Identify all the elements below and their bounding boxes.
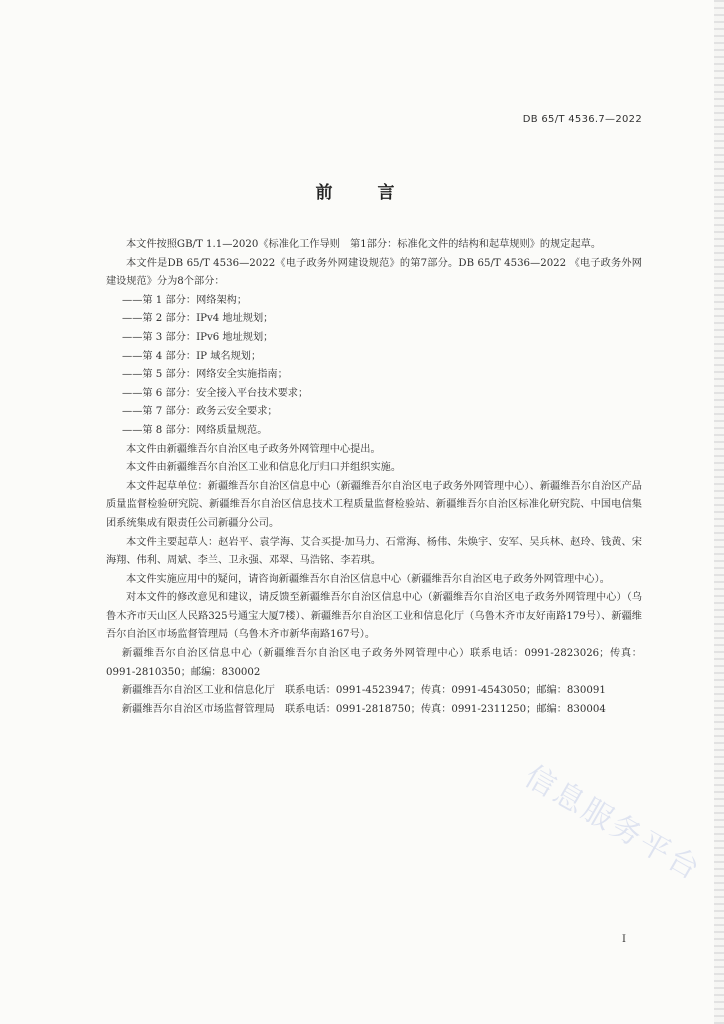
- standard-code: DB 65/T 4536.7—2022: [522, 114, 642, 125]
- paragraph: 本文件实施应用中的疑问，请咨询新疆维吾尔自治区信息中心（新疆维吾尔自治区电子政务外网管理中心）。: [126, 573, 610, 585]
- paragraph: 本文件由新疆维吾尔自治区工业和信息化厅归口并组织实施。: [126, 462, 402, 474]
- page-title: 前 言: [315, 183, 409, 203]
- list-item: ——第 2 部分：IPv4 地址规划；: [122, 313, 274, 325]
- list-item: ——第 6 部分：安全接入平台技术要求；: [122, 387, 309, 399]
- paragraph: 对本文件的修改意见和建议，请反馈至新疆维吾尔自治区信息中心（新疆维吾尔自治区电子政务外网管理中心）（乌鲁木齐市天山区人民路325号通宝大厦7楼）、新疆维吾尔自治区工业和信息化厅（乌鲁木齐市友好南路179号）、新疆维吾尔自治区市场监督管理局（乌鲁木齐市新华南路167号）。: [106, 592, 642, 641]
- list-item: ——第 8 部分：网络质量规范。: [122, 424, 268, 436]
- document-body: [106, 236, 642, 719]
- list-item: ——第 5 部分：网络安全实施指南；: [122, 369, 288, 381]
- page-number: I: [622, 934, 626, 945]
- scan-edge: [714, 0, 724, 1024]
- list-item: ——第 1 部分：网络架构；: [122, 294, 248, 306]
- contact-line: 新疆维吾尔自治区市场监督管理局 联系电话：0991-2818750；传真：0991-2311250；邮编：830004: [122, 703, 606, 715]
- paragraph: 本文件主要起草人：赵岩平、袁学海、艾合买提·加马力、石常海、杨伟、朱焕宇、安军、吴兵林、赵玲、钱黄、宋海翔、伟利、周斌、李兰、卫永强、邓翠、马浩铭、李若琪。: [106, 536, 642, 567]
- paragraph: 本文件按照GB/T 1.1—2020《标准化工作导则 第1部分：标准化文件的结构和起草规则》的规定起草。: [126, 239, 602, 250]
- contact-line: 新疆维吾尔自治区工业和信息化厅 联系电话：0991-4523947；传真：0991-4543050；邮编：830091: [122, 685, 606, 697]
- paragraph: 本文件是DB 65/T 4536—2022《电子政务外网建设规范》的第7部分。DB 65/T 4536—2022 《电子政务外网建设规范》分为8个部分：: [106, 257, 642, 288]
- list-item: ——第 4 部分：IP 域名规划；: [122, 350, 262, 362]
- paragraph: 本文件由新疆维吾尔自治区电子政务外网管理中心提出。: [126, 443, 381, 455]
- paragraph: 本文件起草单位：新疆维吾尔自治区信息中心（新疆维吾尔自治区电子政务外网管理中心）、新疆维吾尔自治区产品质量监督检验研究院、新疆维吾尔自治区信息技术工程质量监督检验站、新疆维吾尔自治区标准化研究院、中国电信集团系统集成有限责任公司新疆分公司。: [106, 480, 642, 529]
- contact-line: 新疆维吾尔自治区信息中心（新疆维吾尔自治区电子政务外网管理中心）联系电话：0991-2823026；传真：0991-2810350；邮编：830002: [106, 648, 642, 678]
- watermark: 信息服务平台: [518, 758, 708, 889]
- list-item: ——第 7 部分：政务云安全要求；: [122, 406, 278, 418]
- list-item: ——第 3 部分：IPv6 地址规划；: [122, 331, 274, 343]
